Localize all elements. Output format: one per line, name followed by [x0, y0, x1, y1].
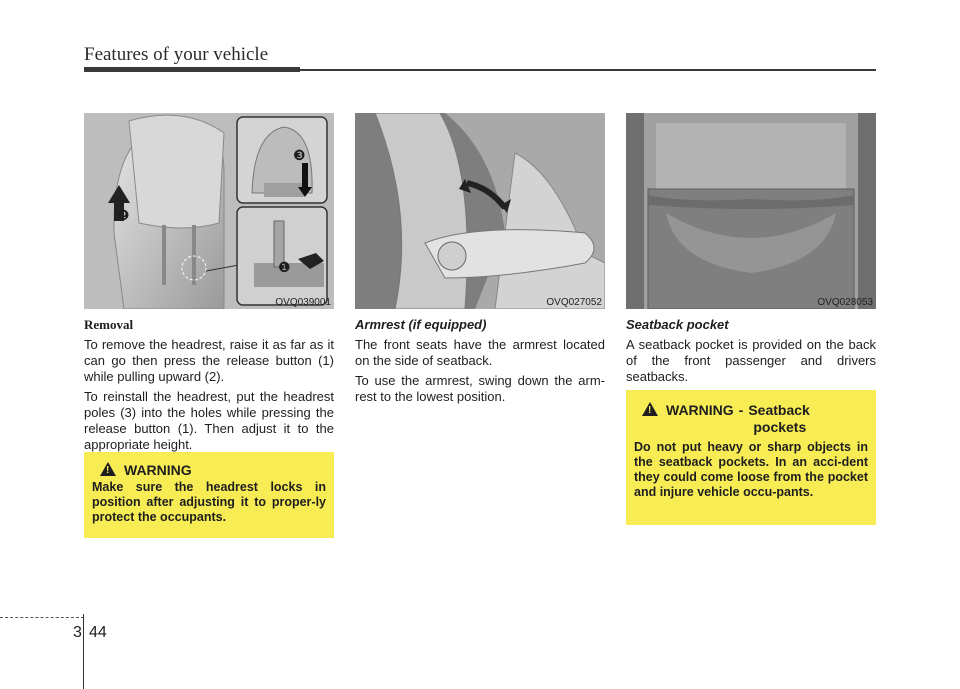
figure-code: OVQ027052: [546, 297, 602, 308]
callout-3: ❸: [293, 147, 306, 163]
seatback-pocket-figure: [626, 113, 876, 309]
removal-paragraph: To remove the headrest, raise it as far as it can go then press the release button (1) while pulling upward (2).: [84, 337, 334, 384]
warning-text: Do not put heavy or sharp objects in the seatback pockets. In an acci-dent they could come loose from the pocket and injure vehicle occu-pants.: [634, 440, 868, 499]
callout-2: ❷: [117, 207, 130, 223]
armrest-section: [355, 317, 605, 409]
pocket-heading: Seatback pocket: [626, 317, 729, 332]
header-rule: [84, 67, 300, 72]
armrest-paragraph-2: To use the armrest, swing down the arm-rest to the lowest position.: [355, 373, 605, 404]
warning-icon: !: [642, 402, 658, 416]
callout-1: ❶: [278, 259, 291, 275]
figure-code: OVQ039001: [275, 297, 331, 308]
page-number-value: 44: [89, 624, 107, 641]
armrest-paragraph-1: The front seats have the armrest located on the side of seatback.: [355, 337, 605, 368]
headrest-figure: [84, 113, 334, 309]
footer-divider: [83, 614, 84, 689]
warning-text: Make sure the headrest locks in position after adjusting it to proper-ly protect the occupants.: [92, 480, 326, 524]
pocket-warning-box: [626, 390, 876, 525]
warning-icon: !: [100, 462, 116, 476]
warning-subtitle-line2: pockets: [753, 419, 807, 435]
warning-title: WARNING: [124, 462, 192, 478]
armrest-figure: [355, 113, 605, 309]
warning-title: WARNING: [666, 402, 734, 418]
armrest-heading: Armrest (if equipped): [355, 317, 487, 332]
page-header-title: Features of your vehicle: [84, 44, 269, 65]
section-number: 3: [73, 624, 82, 641]
footer-rule: [0, 617, 84, 618]
reinstall-paragraph: To reinstall the headrest, put the headrest poles (3) into the holes while pressing the release button (1). Then adjust it to the appropriate height.: [84, 389, 334, 452]
headrest-warning-box: [84, 452, 334, 538]
removal-section: [84, 317, 334, 457]
warning-subtitle-line1: Seatback: [748, 402, 810, 418]
pocket-paragraph: A seatback pocket is provided on the back of the front passenger and drivers seatbacks.: [626, 337, 876, 384]
removal-heading: Removal: [84, 317, 134, 332]
seatback-pocket-section: [626, 317, 876, 389]
figure-code: OVQ028053: [817, 297, 873, 308]
header-rule-thin: [300, 69, 876, 71]
warning-dash: -: [738, 402, 744, 418]
